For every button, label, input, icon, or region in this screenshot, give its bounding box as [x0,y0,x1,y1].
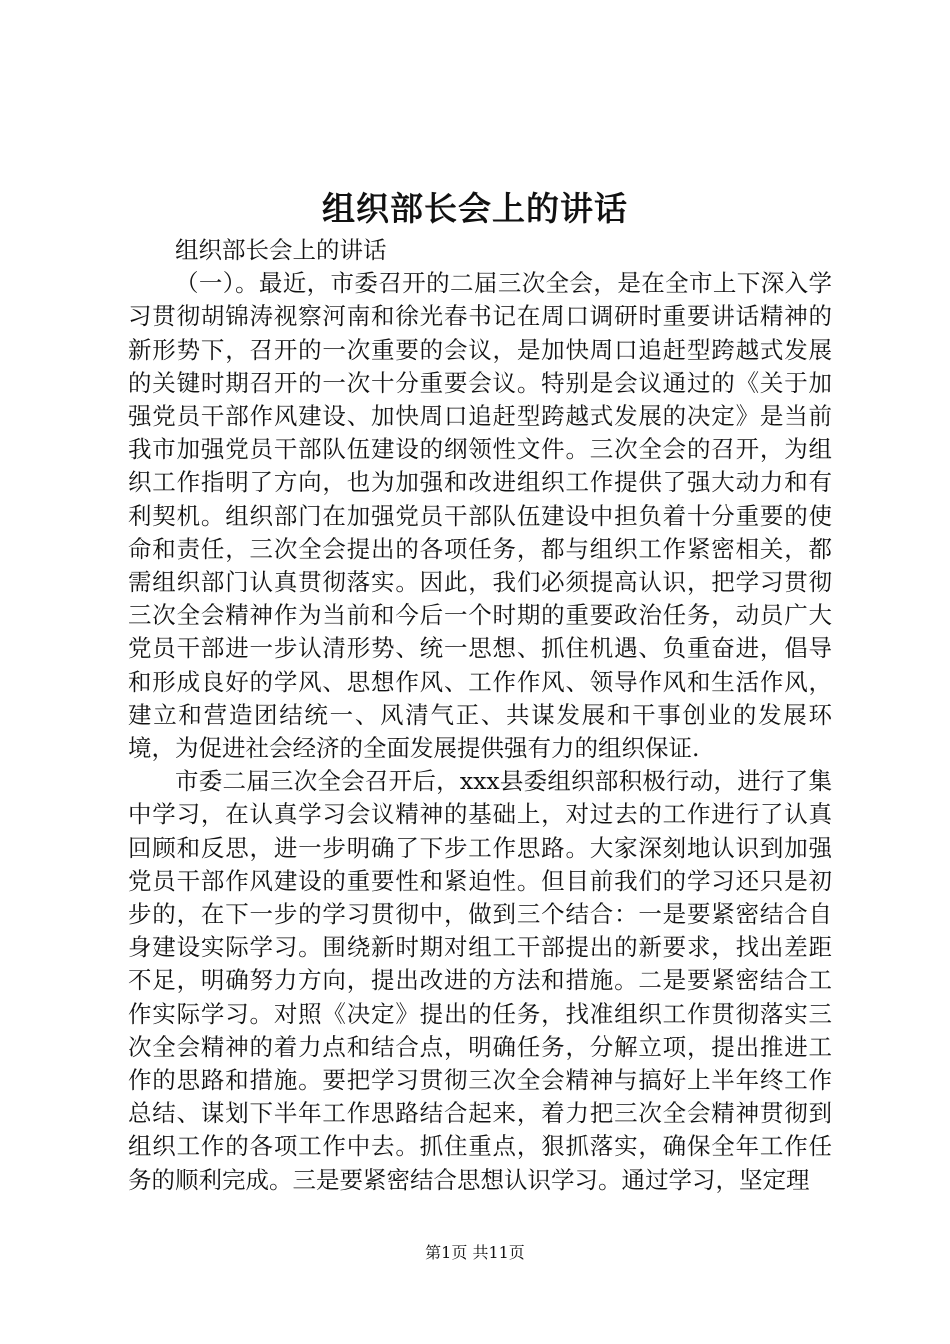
body-paragraph-heading: 组织部长会上的讲话 [175,236,387,264]
document-body [128,234,832,1197]
body-paragraph-2: 市委二届三次全会召开后，xxx县委组织部积极行动，进行了集中学习，在认真学习会议精神的基础上，对过去的工作进行了认真回顾和反思，进一步明确了下步工作思路。大家深刻地认识到加强党员干部作风建设的重要性和紧迫性。但目前我们的学习还只是初步的，在下一步的学习贯彻中，做到三个结合：一是要紧密结合自身建设实际学习。围绕新时期对组工干部提出的新要求，找出差距不足，明确努力方向，提出改进的方法和措施。二是要紧密结合工作实际学习。对照《决定》提出的任务，找准组织工作贯彻落实三次全会精神的着力点和结合点，明确任务，分解立项，提出推进工作的思路和措施。要把学习贯彻三次全会精神与搞好上半年终工作总结、谋划下半年工作思路结合起来，着力把三次全会精神贯彻到组织工作的各项工作中去。抓住重点，狠抓落实，确保全年工作任务的顺利完成。三是要紧密结合思想认识学习。通过学习，坚定理 [128,767,832,1194]
document-title: 组织部长会上的讲话 [322,189,628,228]
body-paragraph-1: （一）。最近，市委召开的二届三次全会，是在全市上下深入学习贯彻胡锦涛视察河南和徐光春书记在周口调研时重要讲话精神的新形势下，召开的一次重要的会议，是加快周口追赶型跨越式发展的关键时期召开的一次十分重要会议。特别是会议通过的《关于加强党员干部作风建设、加快周口追赶型跨越式发展的决定》是当前我市加强党员干部队伍建设的纲领性文件。三次全会的召开，为组织工作指明了方向，也为加强和改进组织工作提供了强大动力和有利契机。组织部门在加强党员干部队伍建设中担负着十分重要的使命和责任，三次全会提出的各项任务，都与组织工作紧密相关，都需组织部门认真贯彻落实。因此，我们必须提高认识，把学习贯彻三次全会精神作为当前和今后一个时期的重要政治任务，动员广大党员干部进一步认清形势、统一思想、抓住机遇、负重奋进，倡导和形成良好的学风、思想作风、工作作风、领导作风和生活作风，建立和营造团结统一、风清气正、共谋发展和干事创业的发展环境，为促进社会经济的全面发展提供强有力的组织保证. [128,269,832,763]
page-number-footer: 第1页 共11页 [425,1243,525,1262]
